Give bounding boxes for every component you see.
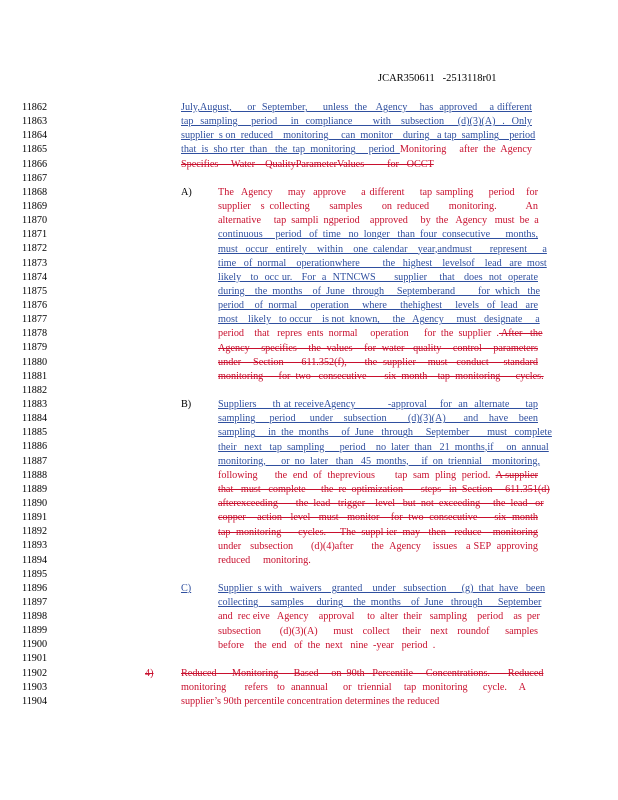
text-line <box>218 526 538 540</box>
body-text: supplier’s 90th percentile concentration determines the reduced <box>181 696 440 708</box>
deleted-text: afterexceeding the lead trigger level but not exceeding the lead or <box>218 498 544 510</box>
inserted-text: their next tap sampling period no later than 21 months,if on annual <box>218 441 549 453</box>
inserted-text: during the months of June through Septemberand for which the <box>218 285 540 297</box>
line-number: 11891 <box>22 512 48 524</box>
line-number: 11870 <box>22 215 48 227</box>
doc-revision: -2513118r01 <box>442 73 497 84</box>
line-number: 11890 <box>22 497 48 509</box>
deleted-text: Agency specifies the values for water quality control parameters <box>218 342 538 354</box>
line-number: 11898 <box>22 611 48 623</box>
deleted-text: A supplier <box>495 469 538 481</box>
text-line <box>218 540 538 554</box>
line-number: 11892 <box>22 526 48 538</box>
inserted-text: must occur entirely within one calendar year,andmust represent a <box>218 243 547 255</box>
inserted-text: monitoring, or no later than 45 months, if on triennial monitoring, <box>218 455 541 467</box>
text-line <box>218 271 538 285</box>
inserted-text: period of normal operation where thehighest levels of lead are <box>218 300 538 312</box>
document-header <box>378 73 497 84</box>
line-number: 11896 <box>22 582 48 594</box>
body-text: The Agency may approve a different tap sampling period for <box>218 186 538 198</box>
text-line <box>218 469 538 483</box>
text-line <box>181 143 532 157</box>
line-number: 11873 <box>22 257 48 269</box>
line-number: 11868 <box>22 186 48 198</box>
body-text: reduced monitoring. <box>218 554 311 566</box>
inserted-text: supplier s on reduced monitoring can monitor during a tap sampling period <box>181 130 536 142</box>
text-line <box>181 667 544 681</box>
line-number: 11882 <box>22 384 48 396</box>
line-number: 11899 <box>22 625 48 637</box>
inserted-text: most likely to occur is not known, the Agency must designate a <box>218 314 540 326</box>
text-line <box>218 356 538 370</box>
deleted-text: copper action level must monitor for two consecutive six month <box>218 512 538 524</box>
text-line <box>218 327 543 341</box>
text-line <box>218 441 549 455</box>
inserted-text: tap sampling period in compliance with subsection (d)(3)(A) . Only <box>181 116 532 128</box>
text-line <box>218 285 538 299</box>
body-text: Monitoring after the Agency <box>399 144 532 156</box>
inserted-text: July,August, or September, unless the Agency has approved a different <box>181 102 532 113</box>
inserted-text: time of normal operationwhere the highest levelsof lead are most <box>218 257 547 269</box>
text-line <box>181 115 532 129</box>
body-text: and rec eive Agency approval to alter their sampling period as per <box>218 611 540 623</box>
line-number: 11864 <box>22 130 48 142</box>
text-line <box>218 214 538 228</box>
item-label-c: C) <box>181 583 192 595</box>
inserted-text: sampling period under subsection (d)(3)(A) and have been <box>218 413 538 425</box>
text-line <box>181 158 532 172</box>
text-line <box>181 101 532 115</box>
line-number: 11865 <box>22 144 48 156</box>
line-number: 11887 <box>22 455 48 467</box>
line-number: 11876 <box>22 299 48 311</box>
text-line <box>181 129 536 143</box>
line-number: 11866 <box>22 158 48 170</box>
inserted-text: likely to occ ur. For a NTNCWS supplier that does not operate <box>218 271 538 283</box>
line-number: 11902 <box>22 667 48 679</box>
line-number: 11869 <box>22 200 48 212</box>
text-line <box>218 639 538 653</box>
line-number: 11877 <box>22 314 48 326</box>
text-line <box>218 426 552 440</box>
text-line <box>218 299 538 313</box>
deleted-text: that must complete the re optimization steps in Section 611.351(d) <box>218 484 550 496</box>
body-text: following the end of theprevious tap sam pling period. <box>218 469 496 481</box>
body-text: supplier s collecting samples on reduced monitoring. An <box>218 201 538 213</box>
line-number: 11879 <box>22 342 48 354</box>
body-text: before the end of the next nine -year period . <box>218 639 436 651</box>
line-number: 11871 <box>22 229 48 241</box>
inserted-text: Supplier s with waivers granted under subsection (g) that have been <box>218 583 546 595</box>
line-number-column <box>22 101 58 709</box>
line-number: 11885 <box>22 427 48 439</box>
text-line <box>218 554 538 568</box>
line-number: 11884 <box>22 413 48 425</box>
line-number: 11886 <box>22 441 48 453</box>
text-line <box>181 681 526 695</box>
doc-code: JCAR350611 <box>378 73 435 84</box>
inserted-text: Suppliers th at receiveAgency -approval for an alternate tap <box>218 399 538 411</box>
deleted-text: After the <box>498 328 543 340</box>
line-number: 11878 <box>22 328 48 340</box>
line-number: 11880 <box>22 356 48 368</box>
text-line <box>218 313 538 327</box>
text-line <box>218 497 544 511</box>
text-line <box>218 370 544 384</box>
text-line <box>218 610 538 624</box>
item-label-4: 4) <box>145 668 154 679</box>
line-number: 11874 <box>22 271 48 283</box>
text-line <box>218 342 538 356</box>
line-number: 11881 <box>22 370 48 382</box>
line-number: 11894 <box>22 554 48 566</box>
line-number: 11900 <box>22 639 48 651</box>
text-line <box>218 200 538 214</box>
line-number: 11904 <box>22 695 48 707</box>
line-number: 11883 <box>22 398 48 410</box>
inserted-text: that is sho rter than the tap monitoring period <box>181 144 400 156</box>
text-line <box>218 596 542 610</box>
body-text: period that repres ents normal operation for the supplier . <box>218 328 499 340</box>
line-number: 11897 <box>22 596 48 608</box>
line-number: 11863 <box>22 116 48 128</box>
inserted-text: collecting samples during the months of June through September <box>218 597 542 609</box>
text-line <box>218 455 541 469</box>
deleted-text: Specifies Water QualityParameterValues for OCCT <box>181 158 434 170</box>
body-text: under subsection (d)(4)after the Agency issues a SEP approving <box>218 540 538 552</box>
deleted-text: tap monitoring cycles. The suppl ier may then reduce monitoring <box>218 526 538 538</box>
inserted-text: sampling in the months of June through September must complete <box>218 427 552 439</box>
line-number: 11893 <box>22 540 48 552</box>
deleted-text: monitoring for two consecutive six month tap monitoring cycles. <box>218 370 544 382</box>
text-line <box>218 186 538 200</box>
line-number: 11872 <box>22 243 48 255</box>
line-number: 11867 <box>22 172 48 184</box>
text-line <box>218 243 547 257</box>
text-line <box>218 228 538 242</box>
text-line <box>218 398 538 412</box>
item-label-a: A) <box>181 186 192 198</box>
item-label-b: B) <box>181 399 192 411</box>
body-text: subsection (d)(3)(A) must collect their next roundof samples <box>218 625 538 637</box>
text-line <box>218 625 538 639</box>
text-line <box>218 412 538 426</box>
text-line <box>218 257 547 271</box>
deleted-text: Reduced Monitoring Based on 90th Percentile Concentrations. Reduced <box>181 668 544 679</box>
line-number: 11875 <box>22 285 48 297</box>
body-text: monitoring refers to anannual or triennial tap monitoring cycle. A <box>181 682 526 694</box>
text-line <box>218 582 546 596</box>
body-text: alternative tap sampli ngperiod approved by the Agency must be a <box>218 215 539 227</box>
line-number: 11901 <box>22 653 48 665</box>
line-number: 11895 <box>22 568 48 580</box>
line-number: 11903 <box>22 681 48 693</box>
line-number: 11862 <box>22 102 48 113</box>
text-line <box>218 511 538 525</box>
deleted-text: under Section 611.352(f), the supplier must conduct standard <box>218 356 538 368</box>
text-line <box>181 695 526 709</box>
line-number: 11889 <box>22 483 48 495</box>
inserted-text: continuous period of time no longer than four consecutive months, <box>218 229 539 241</box>
text-line <box>218 483 550 497</box>
line-number: 11888 <box>22 469 48 481</box>
